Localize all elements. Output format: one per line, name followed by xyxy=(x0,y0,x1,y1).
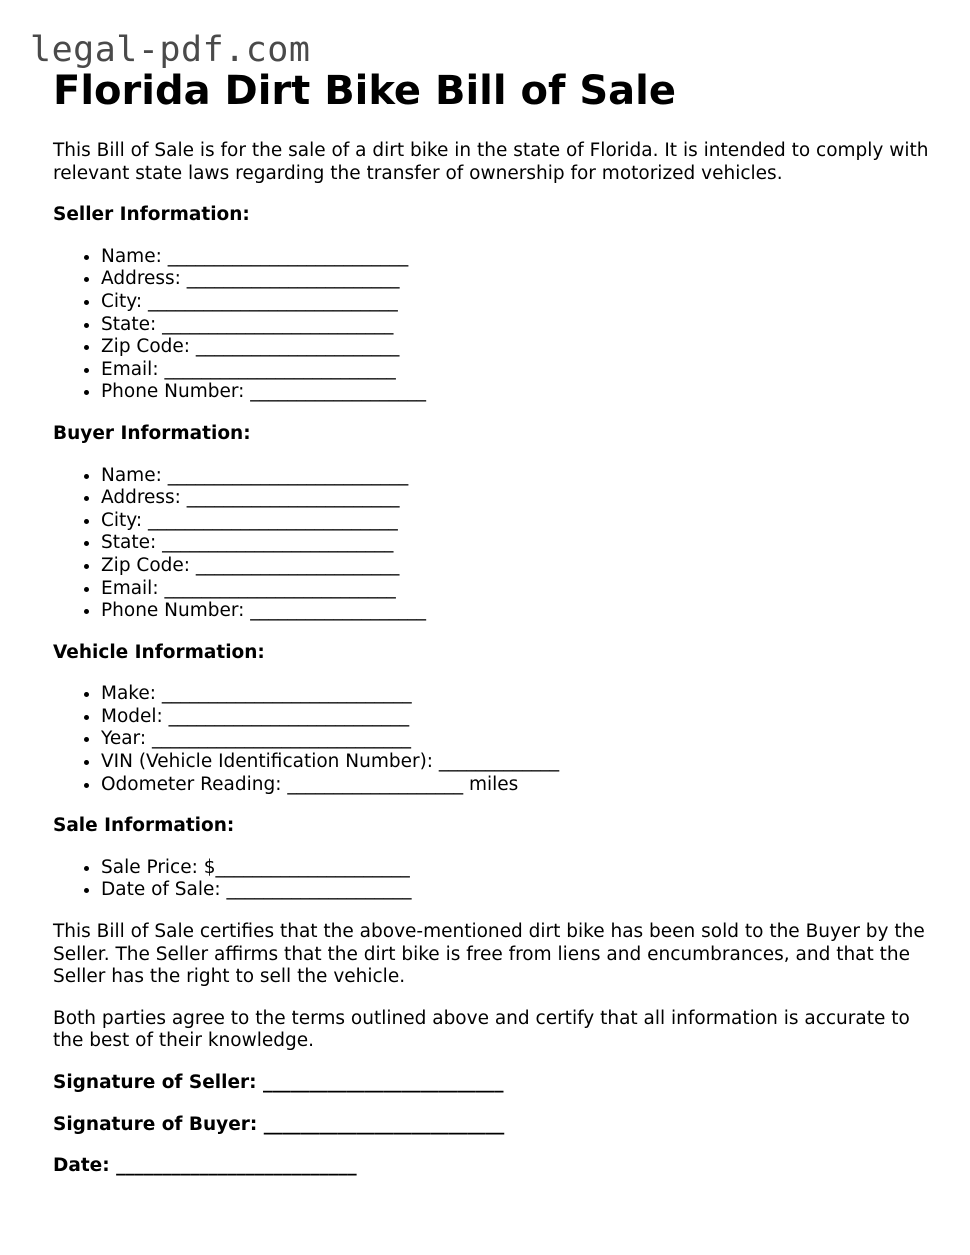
date-signature-line[interactable]: Date: __________________________ xyxy=(53,1155,357,1177)
buyer-name-field[interactable]: • Name: __________________________ xyxy=(101,465,933,488)
vehicle-odometer-field[interactable]: • Odometer Reading: ___________________ miles xyxy=(101,774,933,797)
buyer-field-list xyxy=(53,465,933,623)
seller-zip-field[interactable]: • Zip Code: ______________________ xyxy=(101,336,933,359)
page-title: Florida Dirt Bike Bill of Sale xyxy=(53,68,676,114)
buyer-address-field[interactable]: • Address: _______________________ xyxy=(101,487,933,510)
watermark: legal-pdf.com xyxy=(30,30,311,70)
vehicle-year-field[interactable]: • Year: ____________________________ xyxy=(101,728,933,751)
buyer-city-field[interactable]: • City: ___________________________ xyxy=(101,510,933,533)
sale-date-field[interactable]: • Date of Sale: ____________________ xyxy=(101,879,933,902)
vehicle-vin-field[interactable]: • VIN (Vehicle Identification Number): _____________ xyxy=(101,751,933,774)
seller-name-field[interactable]: • Name: __________________________ xyxy=(101,246,933,269)
vehicle-model-field[interactable]: • Model: __________________________ xyxy=(101,706,933,729)
seller-city-field[interactable]: • City: ___________________________ xyxy=(101,291,933,314)
seller-field-list xyxy=(53,246,933,404)
buyer-signature-line[interactable]: Signature of Buyer: __________________________ xyxy=(53,1113,505,1135)
buyer-section-heading: Buyer Information: xyxy=(53,422,251,444)
seller-section-heading: Seller Information: xyxy=(53,204,250,226)
certification-paragraph: This Bill of Sale certifies that the above-mentioned dirt bike has been sold to the Buyer by the Seller. The Seller affirms that the dirt bike is free from liens and encumbrances, and that the Seller has the right to sell the vehicle. xyxy=(53,921,925,988)
vehicle-make-field[interactable]: • Make: ___________________________ xyxy=(101,683,933,706)
sale-field-list xyxy=(53,857,933,902)
buyer-state-field[interactable]: • State: _________________________ xyxy=(101,532,933,555)
seller-email-field[interactable]: • Email: _________________________ xyxy=(101,359,933,382)
seller-state-field[interactable]: • State: _________________________ xyxy=(101,314,933,337)
vehicle-section-heading: Vehicle Information: xyxy=(53,641,265,663)
seller-phone-field[interactable]: • Phone Number: ___________________ xyxy=(101,381,933,404)
buyer-email-field[interactable]: • Email: _________________________ xyxy=(101,578,933,601)
intro-paragraph: This Bill of Sale is for the sale of a dirt bike in the state of Florida. It is intended to comply with relevant state laws regarding the transfer of ownership for motorized vehicles. xyxy=(53,140,929,184)
seller-address-field[interactable]: • Address: _______________________ xyxy=(101,268,933,291)
sale-section-heading: Sale Information: xyxy=(53,815,235,837)
agreement-paragraph: Both parties agree to the terms outlined above and certify that all information is accurate to the best of their knowledge. xyxy=(53,1007,910,1052)
buyer-zip-field[interactable]: • Zip Code: ______________________ xyxy=(101,555,933,578)
seller-signature-line[interactable]: Signature of Seller: __________________________ xyxy=(53,1072,504,1093)
buyer-phone-field[interactable]: • Phone Number: ___________________ xyxy=(101,600,933,623)
vehicle-field-list xyxy=(53,683,933,796)
document xyxy=(53,66,933,1178)
sale-price-field[interactable]: • Sale Price: $_____________________ xyxy=(101,857,933,880)
